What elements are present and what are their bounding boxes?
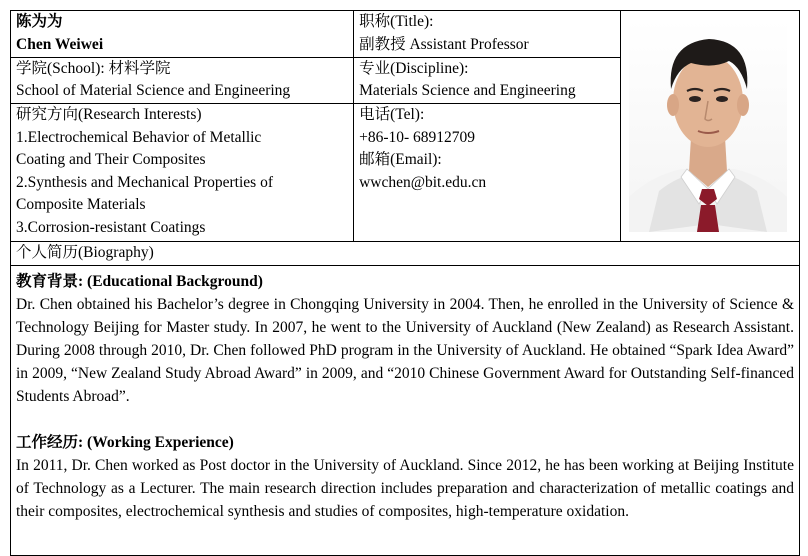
name-en: Chen Weiwei (16, 35, 104, 53)
contact-cell (354, 104, 621, 242)
profile-sheet (10, 10, 800, 546)
education-text: Dr. Chen obtained his Bachelor’s degree in Chongqing University in 2004. Then, he enrolled in the University of Science & Technology Beijing for Master study. In 2007, he went to the University of Auckland (New Zealand) as Research Assistant. During 2008 through 2010, Dr. Chen followed PhD program in the University of Auckland. He obtained “Spark Idea Award” in 2009, “New Zealand Study Abroad Award” in 2009, and “2010 Chinese Government Award for Outstanding Self-financed Students Abroad”. (16, 295, 794, 405)
title-value: 副教授 Assistant Professor (359, 35, 529, 53)
profile-table (10, 10, 800, 266)
school-value: School of Material Science and Engineering (16, 82, 291, 100)
tel-value: +86-10- 68912709 (359, 128, 476, 146)
discipline-value: Materials Science and Engineering (359, 82, 576, 100)
work-text: In 2011, Dr. Chen worked as Post doctor in the University of Auckland. Since 2012, he has been working at Beijing Institute of Technology as a Lecturer. The main research direction includes preparation and characterization of metallic coatings and their composites, electrochemical synthesis and studies of composites, high-temperature oxidation. (16, 456, 794, 520)
photo-cell (620, 11, 799, 242)
research-item: 1.Electrochemical Behavior of Metallic (16, 128, 262, 146)
email-label: 邮箱(Email): (359, 151, 442, 169)
research-label: 研究方向(Research Interests) (16, 106, 202, 124)
portrait-photo-icon (629, 19, 787, 232)
work-heading: 工作经历: (Working Experience) (16, 433, 234, 451)
education-heading: 教育背景: (Educational Background) (16, 272, 263, 290)
title-label: 职称(Title): (359, 13, 434, 30)
school-label: 学院(School): 材料学院 (16, 59, 171, 77)
biography-body (10, 266, 800, 556)
research-cell (11, 104, 354, 242)
title-cell (354, 11, 621, 58)
biography-label: 个人简历(Biography) (16, 244, 154, 261)
name-cell (11, 11, 354, 58)
discipline-cell (354, 57, 621, 104)
school-cell (11, 57, 354, 104)
name-zh: 陈为为 (16, 13, 63, 30)
email-value[interactable]: wwchen@bit.edu.cn (359, 173, 487, 191)
research-item: Coating and Their Composites (16, 151, 206, 169)
tel-label: 电话(Tel): (359, 106, 425, 124)
research-item: 3.Corrosion-resistant Coatings (16, 218, 206, 236)
research-item: 2.Synthesis and Mechanical Properties of (16, 173, 273, 191)
research-item: Composite Materials (16, 196, 146, 214)
biography-header (11, 242, 800, 266)
discipline-label: 专业(Discipline): (359, 59, 469, 77)
